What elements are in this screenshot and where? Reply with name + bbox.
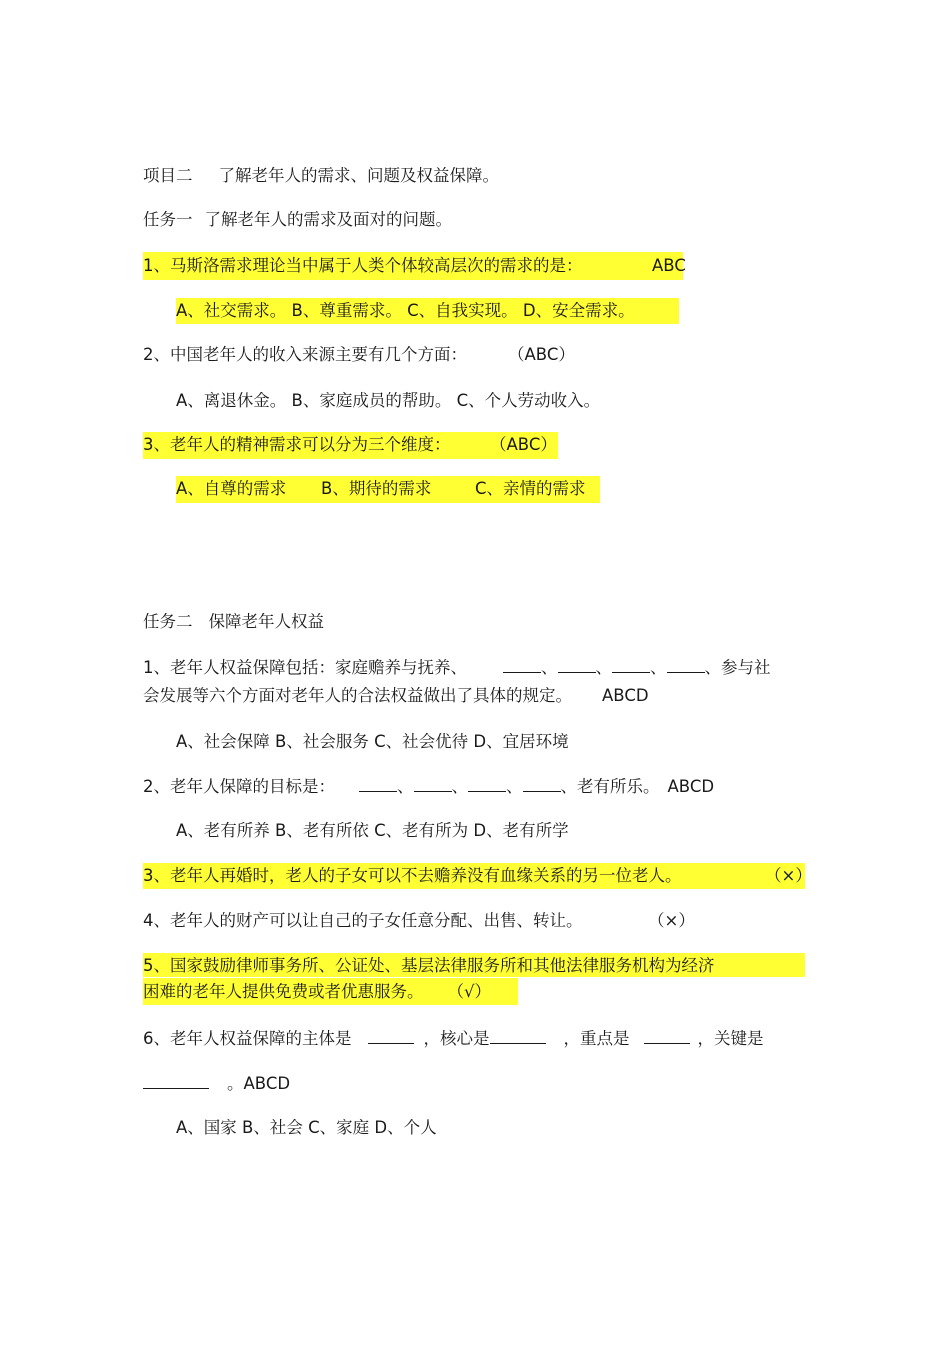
t1-q3-option-b: B、期待的需求 <box>321 479 432 498</box>
t2-q3-text: 3、老年人再婚时，老人的子女可以不去赡养没有血缘关系的另一位老人。 <box>143 866 682 885</box>
t1-q2-text: 2、中国老年人的收入来源主要有几个方面： <box>143 345 467 364</box>
t2-q1-options: A、社会保障 B、社会服务 C、社会优待 D、宜居环境 <box>176 732 569 751</box>
blank <box>414 776 452 792</box>
t2-q1-text-b: 、参与社 <box>704 658 771 677</box>
t2-q5-text-b: 困难的老年人提供免费或者优惠服务。 <box>143 982 424 1001</box>
t1-q2 <box>143 344 467 366</box>
task1-title: 了解老年人的需求及面对的问题。 <box>204 210 452 229</box>
project-number: 项目二 <box>143 166 193 185</box>
t2-q1-text-c: 会发展等六个方面对老年人的合法权益做出了具体的规定。 <box>143 686 572 705</box>
t2-q1-line2 <box>143 685 649 707</box>
t2-q2-options: A、老有所养 B、老有所依 C、老有所为 D、老有所学 <box>176 821 569 840</box>
t2-q2-text-b: 、老有所乐。 <box>560 777 660 796</box>
t2-q4-answer: （×） <box>648 911 695 930</box>
t1-q3-text: 3、老年人的精神需求可以分为三个维度： <box>143 435 451 454</box>
t1-q1-options: A、社交需求。 B、尊重需求。 C、自我实现。 D、安全需求。 <box>176 301 635 320</box>
t1-q3-option-a: A、自尊的需求 <box>176 479 287 498</box>
t2-q1-line1: 1、老年人权益保障包括：家庭赡养与抚养、 、 、 、 、参与社 <box>143 658 771 677</box>
t2-q6-part1: 6、老年人权益保障的主体是 <box>143 1029 352 1048</box>
t2-q5-line2 <box>143 981 491 1003</box>
t2-q1-answer: ABCD <box>602 686 649 705</box>
t2-q6-part5: 。ABCD <box>227 1074 291 1093</box>
t2-q6-part3: ，重点是 <box>563 1029 630 1048</box>
project-title: 了解老年人的需求、问题及权益保障。 <box>218 166 499 185</box>
t1-q2-options: A、离退休金。 B、家庭成员的帮助。 C、个人劳动收入。 <box>176 391 601 410</box>
blank <box>359 776 397 792</box>
blank <box>612 657 650 673</box>
t2-q6-line1 <box>143 1028 764 1050</box>
t1-q2-answer: （ABC） <box>508 345 575 364</box>
t1-q3-answer: （ABC） <box>490 435 557 454</box>
task1-number: 任务一 <box>143 210 193 229</box>
blank <box>558 657 596 673</box>
blank <box>503 657 541 673</box>
t2-q6-part4: ，关键是 <box>697 1029 764 1048</box>
task1-heading <box>143 209 452 231</box>
blank <box>644 1028 690 1044</box>
blank <box>468 776 506 792</box>
t2-q2: 2、老年人保障的目标是： 、 、 、 、老有所乐。 ABCD <box>143 777 715 796</box>
blank <box>490 1028 546 1044</box>
t2-q6-options: A、国家 B、社会 C、家庭 D、个人 <box>176 1118 437 1137</box>
blank <box>368 1028 414 1044</box>
project-heading <box>143 165 499 187</box>
task2-title: 保障老年人权益 <box>208 612 324 631</box>
task2-heading <box>143 611 324 633</box>
task2-number: 任务二 <box>143 612 193 631</box>
t2-q2-text-a: 2、老年人保障的目标是： <box>143 777 335 796</box>
t2-q3 <box>143 865 682 887</box>
t1-q3 <box>143 434 451 456</box>
t1-q1 <box>143 255 583 277</box>
t2-q3-answer: （×） <box>765 866 812 885</box>
t2-q6-line2 <box>143 1073 290 1095</box>
t2-q4 <box>143 910 583 932</box>
t1-q1-answer: ABC <box>652 256 686 275</box>
blank <box>143 1073 209 1089</box>
t1-q3-option-c: C、亲情的需求 <box>475 479 586 498</box>
t2-q4-text: 4、老年人的财产可以让自己的子女任意分配、出售、转让。 <box>143 911 583 930</box>
t2-q5-line1 <box>143 955 715 977</box>
t2-q1-text-a: 1、老年人权益保障包括：家庭赡养与抚养、 <box>143 658 467 677</box>
t2-q2-answer: ABCD <box>667 777 715 796</box>
t2-q6-part2: ，核心是 <box>423 1029 490 1048</box>
blank <box>523 776 561 792</box>
blank <box>667 657 705 673</box>
t2-q5-text-a: 5、国家鼓励律师事务所、公证处、基层法律服务所和其他法律服务机构为经济 <box>143 956 715 975</box>
t2-q5-answer: （√） <box>447 982 492 1001</box>
t1-q1-text: 1、马斯洛需求理论当中属于人类个体较高层次的需求的是： <box>143 256 583 275</box>
